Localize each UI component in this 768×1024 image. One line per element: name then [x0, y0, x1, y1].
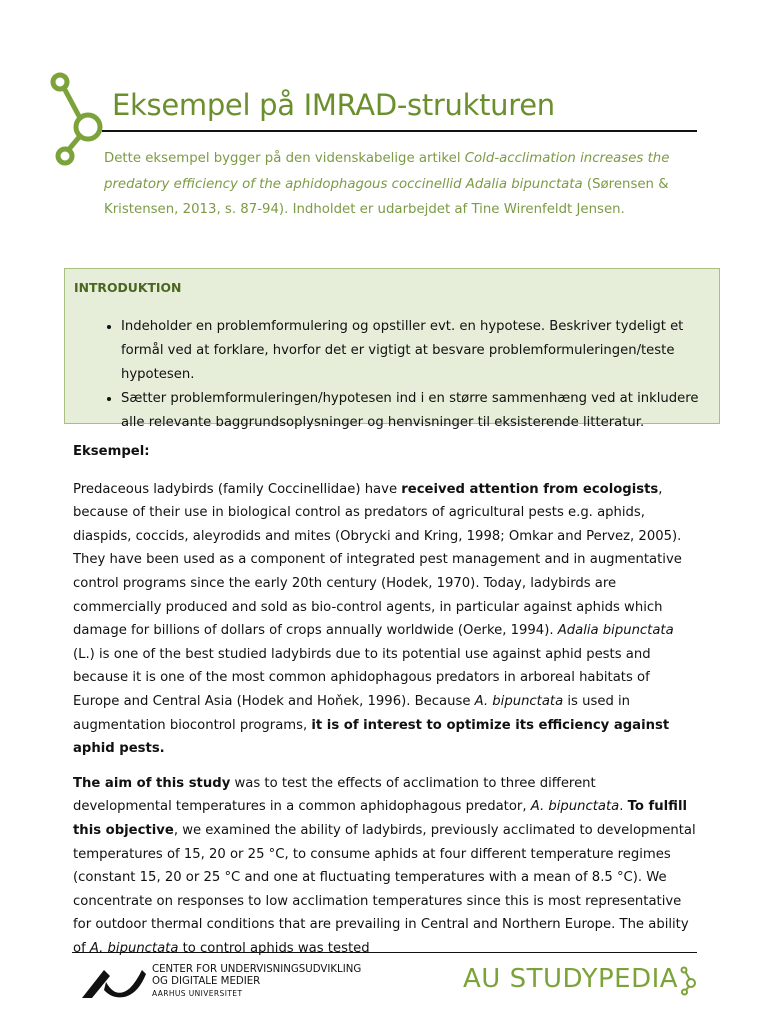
emphasis-text: The aim of this study — [73, 775, 231, 791]
species-name: A. bipunctata — [530, 799, 620, 815]
studypedia-molecule-icon — [680, 966, 698, 996]
text-span: to control aphids was tested — [178, 940, 370, 956]
introduktion-box — [64, 268, 720, 430]
molecule-ornament-icon — [50, 72, 110, 172]
intro-paragraph — [104, 146, 704, 223]
emphasis-text: received attention from ecologists — [401, 481, 659, 497]
article-title: Cold-acclimation increases the predatory efficiency of the aphidophagous coccinellid Adalia bipunctata — [104, 151, 670, 192]
intro-text-start: Dette eksempel bygger på den videnskabelige artikel — [104, 151, 465, 166]
aarhus-university-logo-icon — [80, 964, 148, 1000]
center-line-1: CENTER FOR UNDERVISNINGSUDVIKLING — [152, 964, 362, 975]
center-line-2: OG DIGITALE MEDIER — [152, 976, 261, 987]
example-paragraph-2 — [73, 772, 698, 961]
text-span: , because of their use in biological control as predators of agricultural pests e.g. aphids, diaspids, coccids, aleyrodids and mites (Obrycki and Kring, 1998; Omkar and Pervez, 2005). They have been used as a component of integrated pest management and in augmentative control programs since the early 20th century (Hodek, 1970). Today, ladybirds are commercially produced and sold as bio-control agents, in particular against aphids which damage for billions of dollars of crops annually worldwide (Oerke, 1994). — [73, 481, 682, 639]
text-span: . — [619, 799, 628, 815]
example-label: Eksempel: — [73, 444, 150, 459]
university-name: AARHUS UNIVERSITET — [152, 989, 243, 998]
species-name: A. bipunctata — [474, 693, 564, 709]
center-name — [152, 964, 361, 1000]
title-divider — [102, 130, 697, 132]
bullet-list — [121, 315, 701, 435]
list-item: • Indeholder en problemformulering og opstiller evt. en hypotese. Beskriver tydeligt et formål ved at forklare, hvorfor det er vigtigt at besvare problemformuleringen/teste hypotesen. — [121, 315, 701, 387]
studypedia-brand: AU STUDYPEDIA — [463, 964, 679, 994]
emphasis-text: it is of interest to optimize its efficiency against aphid pests. — [73, 717, 670, 757]
box-title: INTRODUKTION — [74, 280, 182, 295]
text-span: , we examined the ability of ladybirds, previously acclimated to developmental temperatures of 15, 20 or 25 °C, to consume aphids at four different temperature regimes (constant 15, 20 or 25 °C and one at fluctuating temperatures with a mean of 8.5 °C). We concentrate on responses to low acclimation temperatures since this is most representative for outdoor thermal conditions that are prevailing in Central and Northern Europe. The ability of — [73, 822, 696, 956]
example-paragraph-1 — [73, 478, 698, 761]
text-span: Predaceous ladybirds (family Coccinellidae) have — [73, 481, 402, 497]
list-item: • Sætter problemformuleringen/hypotesen ind i en større sammenhæng ved at inkludere alle relevante baggrundsoplysninger og henvisninger til eksisterende litteratur. — [121, 387, 701, 435]
example-section — [73, 440, 698, 971]
intro-text-end: (Sørensen & Kristensen, 2013, s. 87-94). Indholdet er udarbejdet af Tine Wirenfeldt Jensen. — [104, 176, 669, 217]
species-name: Adalia bipunctata — [557, 623, 674, 639]
species-name: A. bipunctata — [89, 940, 179, 956]
text-span: (L.) is one of the best studied ladybirds due to its potential use against aphid pests and because it is one of the most common aphidophagous predators in arboreal habitats of Europe and Central Asia (Hodek and Hoňek, 1996). Because — [73, 646, 651, 709]
page-title: Eksempel på IMRAD-strukturen — [112, 88, 555, 122]
text-span: was to test the effects of acclimation to three different developmental temperatures in a common aphidophagous predator, — [73, 775, 596, 815]
footer-divider — [72, 952, 697, 953]
text-span: is used in augmentation biocontrol programs, — [73, 693, 631, 733]
emphasis-text: To fulfill this objective — [73, 799, 687, 838]
